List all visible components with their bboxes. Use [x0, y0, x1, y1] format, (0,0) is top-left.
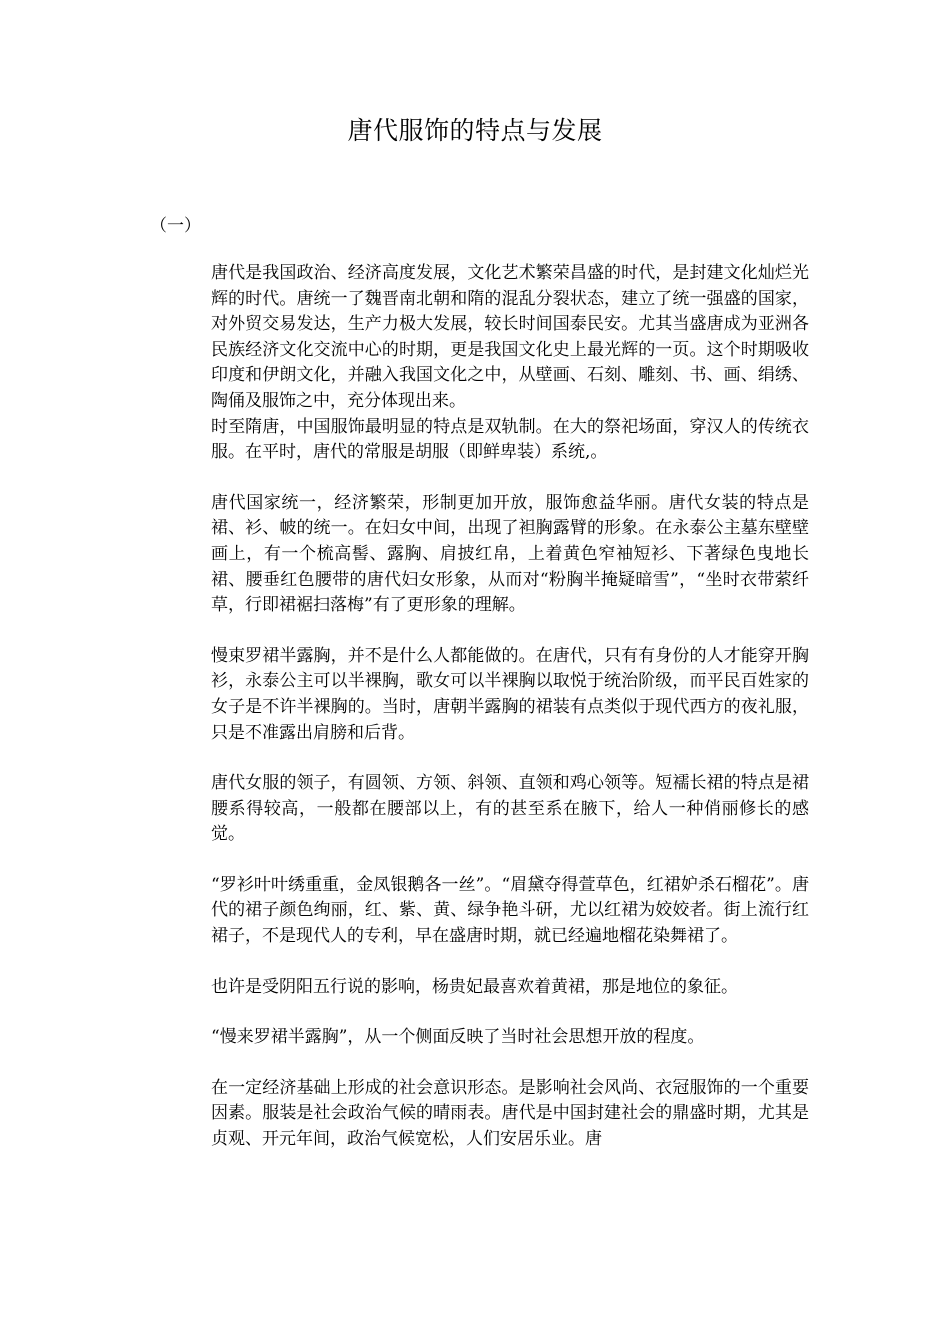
section-heading: （一）	[150, 216, 201, 236]
paragraph-4: 慢束罗裙半露胸，并不是什么人都能做的。在唐代，只有有身份的人才能穿开胸衫，永泰公主可以半裸胸，歌女可以半裸胸以取悦于统治阶级，而平民百姓家的女子是不许半裸胸的。当时，唐朝半露胸的裙装有点类似于现代西方的夜礼服，只是不准露出肩膀和后背。	[211, 645, 809, 743]
paragraph-5: 唐代女服的领子，有圆领、方领、斜领、直领和鸡心领等。短襦长裙的特点是裙腰系得较高，一般都在腰部以上，有的甚至系在腋下，给人一种俏丽修长的感觉。	[211, 773, 809, 845]
paragraph-3: 唐代国家统一，经济繁荣，形制更加开放，服饰愈益华丽。唐代女装的特点是裙、衫、帔的统一。在妇女中间，出现了袒胸露臂的形象。在永泰公主墓东壁壁画上，有一个梳高髻、露胸、肩披红帛，上着黄色窄袖短衫、下著绿色曳地长裙、腰垂红色腰带的唐代妇女形象，从而对“粉胸半掩疑暗雪”，“坐时衣带萦纤草，行即裙裾扫落梅”有了更形象的理解。	[211, 492, 809, 616]
document-title: 唐代服饰的特点与发展	[347, 116, 603, 145]
paragraph-1: 唐代是我国政治、经济高度发展，文化艺术繁荣昌盛的时代，是封建文化灿烂光辉的时代。唐统一了魏晋南北朝和隋的混乱分裂状态，建立了统一强盛的国家，对外贸交易发达，生产力极大发展，较长时间国泰民安。尤其当盛唐成为亚洲各民族经济文化交流中心的时期，更是我国文化史上最光辉的一页。这个时期吸收印度和伊朗文化，并融入我国文化之中，从壁画、石刻、雕刻、书、画、绢绣、陶俑及服饰之中，充分体现出来。	[211, 263, 809, 411]
paragraph-7: 也许是受阴阳五行说的影响，杨贵妃最喜欢着黄裙，那是地位的象征。	[211, 976, 738, 997]
paragraph-9: 在一定经济基础上形成的社会意识形态。是影响社会风尚、衣冠服饰的一个重要因素。服装是社会政治气候的晴雨表。唐代是中国封建社会的鼎盛时期，尤其是贞观、开元年间，政治气候宽松，人们安居乐业。唐	[211, 1077, 809, 1150]
document-body	[211, 261, 809, 1153]
paragraph-6: “罗衫叶叶绣重重，金凤银鹅各一丝”。“眉黛夺得萱草色，红裙妒杀石榴花”。唐代的裙子颜色绚丽，红、紫、黄、绿争艳斗研，尤以红裙为姣姣者。街上流行红裙子，不是现代人的专利，早在盛唐时期，就已经遍地榴花染舞裙了。	[211, 874, 809, 947]
paragraph-2: 时至隋唐，中国服饰最明显的特点是双轨制。在大的祭祀场面，穿汉人的传统衣服。在平时，唐代的常服是胡服（即鲜卑装）系统,。	[211, 416, 809, 463]
paragraph-8: “慢来罗裙半露胸”，从一个侧面反映了当时社会思想开放的程度。	[211, 1027, 705, 1048]
